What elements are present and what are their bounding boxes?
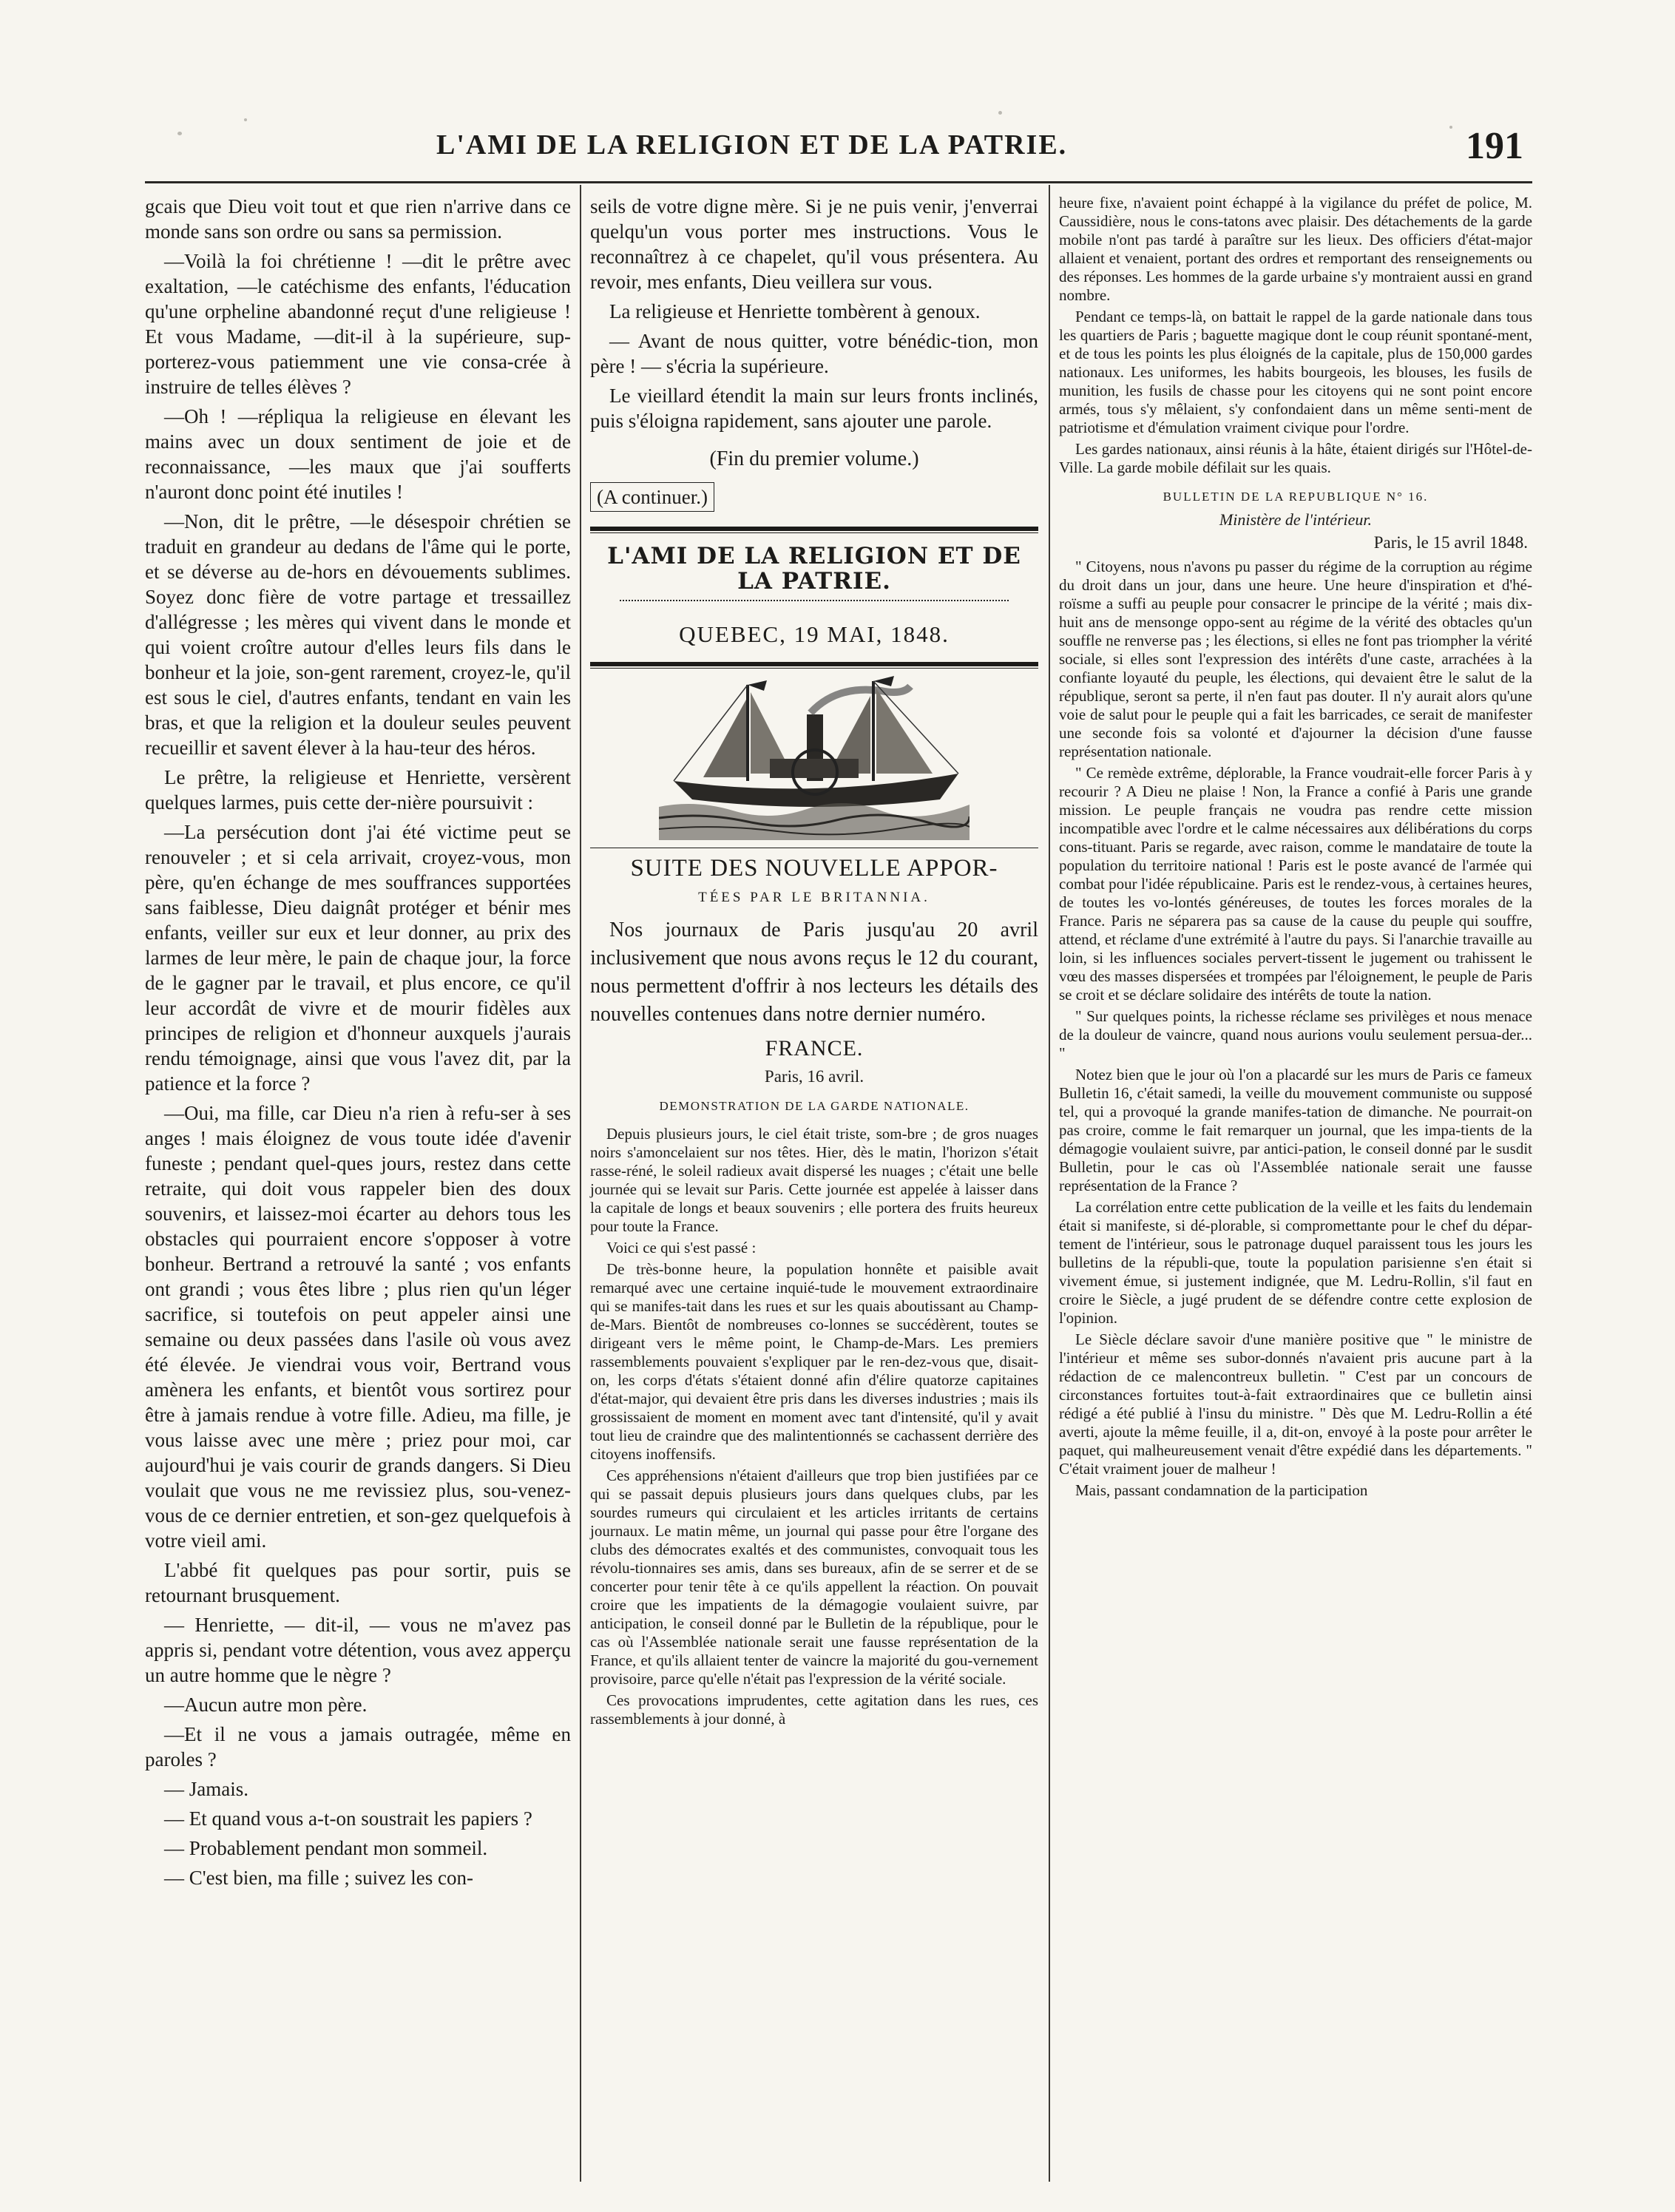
paragraph: Depuis plusieurs jours, le ciel était triste, som-bre ; de gros nuages noirs s'amoncelaient sur nos têtes. Hier, dès le matin, l'horizon s'était rasse-réné, le soleil radieux avait dispersé les nuages ; c'était une belle journée qui se levait sur Paris. Cette journée est appelée à laisser dans la capitale de longs et beaux souvenirs ; elle portera des fruits heureux pour toute la France. [590, 1125, 1038, 1235]
paragraph: gcais que Dieu voit tout et que rien n'arrive dans ce monde sans son ordre ou sans sa permission. [145, 195, 571, 243]
bulletin-date: Paris, le 15 avril 1848. [1373, 533, 1528, 552]
paragraph: L'abbé fit quelques pas pour sortir, puis se retournant brusquement. [145, 1559, 571, 1606]
paragraph: — Probablement pendant mon sommeil. [164, 1837, 488, 1859]
paragraph: —Voilà la foi chrétienne ! —dit le prêtre avec exaltation, —le catéchisme des enfants, l'éducation qu'une orpheline abandonné reçut d'une religieuse ! Et vous Madame, —dit-il à la supérieure, sup-porterez-vous patiemment une vie consa-crée à instruire de telles élèves ? [145, 250, 571, 398]
paragraph: heure fixe, n'avaient point échappé à la vigilance du préfet de police, M. Caussidière, nous le cons-tatons avec plaisir. Des détachements de la garde mobile n'ont pas tardé à paraître sur les lieux. Des officiers d'état-major allaient et venaient, portant des ordres et remportant des renseignements ou des réponses. Les hommes de la garde urbaine s'y montraient aussi en grand nombre. [1059, 194, 1532, 304]
page-header [155, 124, 1523, 176]
paragraph: Les gardes nationaux, ainsi réunis à la hâte, étaient dirigés sur l'Hôtel-de-Ville. La garde mobile défilait sur les quais. [1059, 440, 1532, 476]
paragraph: Voici ce qui s'est passé : [606, 1239, 757, 1256]
section-rule [590, 532, 1038, 533]
paragraph: —Oh ! —répliqua la religieuse en élevant les mains avec un doux sentiment de joie et de reconnaissance, —les maux que j'ai soufferts n'auront donc point été inutiles ! [145, 405, 571, 503]
print-speck [177, 132, 182, 135]
paragraph: — Henriette, — dit-il, — vous ne m'avez pas appris si, pendant votre détention, vous avez apperçu un autre homme que le nègre ? [145, 1614, 571, 1686]
steamship-illustration [659, 670, 970, 840]
header-rule [145, 181, 1532, 183]
section-rule [590, 668, 1038, 669]
paragraph: Ces provocations imprudentes, cette agitation dans les rues, ces rassemblements à jour donné, à [590, 1691, 1038, 1728]
paragraph: seils de votre digne mère. Si je ne puis venir, j'enverrai quelqu'un vous porter mes instructions. Vous le reconnaîtrez à ce chapelet, qu'il vous présentera. Au revoir, mes enfants, Dieu veillera sur vous. [590, 195, 1038, 293]
column-1 [145, 194, 571, 1895]
to-be-continued-note: (A continuer.) [590, 482, 714, 512]
ministry-line: Ministère de l'intérieur. [1219, 510, 1373, 529]
column-3 [1059, 194, 1532, 1503]
paragraph: —Aucun autre mon père. [164, 1694, 368, 1716]
paragraph: La religieuse et Henriette tombèrent à genoux. [609, 300, 981, 322]
dateline-paris: Paris, 16 avril. [764, 1067, 864, 1086]
paragraph: Le Siècle déclare savoir d'une manière positive que " le ministre de l'intérieur et même ses subor-donnés n'avaient pris aucune part à la rédaction de ce malencontreux bulletin. " C'est par un concours de circonstances fortuites tout-à-fait extraordinaires que ce bulletin ainsi rédigé a été publié à l'insu du ministre. " Dès que M. Ledru-Rollin a été averti, ajoute la même feuille, il a, dit-on, envoyé à la poste pour arrêter le paquet, qui malheureusement venait d'être expédié dans les départements. " C'était vraiment jouer de malheur ! [1059, 1330, 1532, 1478]
section-rule [590, 527, 1038, 531]
section-heading-france: FRANCE. [765, 1036, 864, 1061]
paragraph: — Avant de nous quitter, votre bénédic-tion, mon père ! — s'écria la supérieure. [590, 330, 1038, 377]
paragraph: " Sur quelques points, la richesse réclame ses privilèges et nous menace de la douleur de vaincre, quand nous aurions voulu seulement persua-der... " [1059, 1007, 1532, 1062]
paragraph: — Et quand vous a-t-on soustrait les papiers ? [164, 1807, 532, 1830]
end-of-volume-note: (Fin du premier volume.) [709, 447, 919, 470]
column-divider [580, 185, 581, 2182]
paragraph: Ces appréhensions n'étaient d'ailleurs que trop bien justifiées par ce qui se passait depuis plusieurs jours dans quelques clubs, par les sourdes rumeurs qui circulaient et les articles irritants de certains journaux. Le matin même, un journal qui passe pour être l'organe des clubs des démocrates exaltés et des communistes, convoquait tous les révolu-tionnaires ses amis, dans ses bureaux, afin de se serrer et de se concerter pour tenir tête à ce qu'ils appellent la réaction. On pouvait croire que les impatients de la démagogie voulaient suivre, par anticipation, le conseil donné par le Bulletin de la république, pour le cas où l'Assemblée nationale serait une fausse représentation de la France, et qu'ils allaient tenter de vaincre la majorité du gou-vernement provisoire, parce qu'elle n'était pas l'expression de la vérité sociale. [590, 1467, 1038, 1688]
section-rule [590, 662, 1038, 666]
paragraph: " Citoyens, nous n'avons pu passer du régime de la corruption au régime du droit dans un jour, dans une heure. Une heure d'inspiration et d'hé-roïsme a suffi au peuple pour consacrer le principe de la vérité ; mais dix-huit ans de mensonge oppo-sent au régime de la vérité des obtacles qu'un souffle ne renverse pas ; les élections, si elles ne font pas triompher la vérité sociale, si elles sont l'expression des intérêts d'une caste, arrachées à la confiante loyauté du peuple, les élections, qui devaient être le salut de la république, seront sa perte, il n'en faut pas douter. Il n'y aurait alors qu'une voie de salut pour le peuple qui a fait les barricades, ce serait de manifester une seconde fois sa volonté et d'ajourner la décision d'une fausse représentation nationale. [1059, 558, 1532, 760]
news-section-subtitle: TÉES PAR LE BRITANNIA. [698, 890, 930, 905]
print-speck [244, 118, 247, 121]
article-heading: DEMONSTRATION DE LA GARDE NATIONALE. [659, 1099, 970, 1113]
paragraph: —La persécution dont j'ai été victime peut se renouveler ; et si cela arrivait, croyez-vous, mon père, qu'en échange de mes souffrances supportées sans faiblesse, Dieu daignât protéger et bénir mes enfants, veiller sur eux et leur donner, au prix des larmes de leur mère, le pain de chaque jour, la force de le gagner par le travail, et plus encore, ce qu'il leur accordât de vivre et de mourir fidèles aux principes de religion et d'honneur auxquels j'aurais rendu témoignage, ainsi que vous l'avez dit, par la patience et la force ? [145, 821, 571, 1095]
paragraph: — Jamais. [164, 1778, 248, 1800]
print-speck [998, 111, 1002, 115]
paragraph: Pendant ce temps-là, on battait le rappel de la garde nationale dans tous les quartiers de Paris ; baguette magique dont le coup réunit spontané-ment, et de tous les points les plus éloignés de la capitale, plus de 150,000 gardes nationaux. Les uniformes, les habits bourgeois, les blouses, les fusils de munition, les fusils de chasse pour les citoyens qui ne sont point encore armés, tous s'y mêlaient, s'y confondaient dans un même senti-ment de patriotisme et d'émulation vraiment civique pour l'ordre. [1059, 308, 1532, 436]
paragraph: Mais, passant condamnation de la participation [1075, 1481, 1368, 1499]
bulletin-heading: BULLETIN DE LA REPUBLIQUE N° 16. [1163, 490, 1429, 504]
paragraph: Notez bien que le jour où l'on a placardé sur les murs de Paris ce fameux Bulletin 16, c'était samedi, la veille du mouvement communiste ou supposé tel, qui a provoqué la grande manifes-tation de dimanche. Ne pourrait-on pas croire, comme le fait remarquer un journal, que les impa-tients de la démagogie voulaient suivre, par antici-pation, le conseil donné par le susdit Bulletin, pour le cas où l'Assemblée nationale serait une fausse représentation de la France ? [1059, 1066, 1532, 1194]
paragraph: La corrélation entre cette publication de la veille et les faits du lendemain était si manifeste, si dé-plorable, si compromettante pour le chef du dépar-tement de l'intérieur, sous le patronage duquel paraissent tous les jours les bulletins de la républi-que, toute la population parisienne s'en était si vivement émue, si justement indignée, que M. Ledru-Rollin, s'il faut en croire le Siècle, a jugé prudent de se défendre contre cette explosion de l'opinion. [1059, 1198, 1532, 1327]
paragraph: Le vieillard étendit la main sur leurs fronts inclinés, puis s'éloigna rapidement, sans ajouter une parole. [590, 385, 1038, 432]
news-intro: Nos journaux de Paris jusqu'au 20 avril inclusivement que nous avons reçus le 12 du courant, nous permettent d'offrir à nos lecteurs les détails des nouvelles contenues dans notre dernier numéro. [590, 919, 1038, 1026]
ornamental-rule [620, 600, 1009, 609]
paragraph: Le prêtre, la religieuse et Henriette, versèrent quelques larmes, puis cette der-nière poursuivit : [145, 766, 571, 814]
running-masthead: L'AMI DE LA RELIGION ET DE LA PATRIE. [436, 129, 1068, 160]
article-body [590, 1125, 1038, 1728]
print-speck [1449, 126, 1452, 129]
page-number: 191 [1466, 125, 1523, 167]
newspaper-title: L'AMI DE LA RELIGION ET DE LA PATRIE. [607, 543, 1021, 595]
dateline: QUEBEC, 19 MAI, 1848. [679, 621, 950, 647]
paragraph: — C'est bien, ma fille ; suivez les con- [164, 1867, 474, 1889]
news-section-title: SUITE DES NOUVELLE APPOR- [630, 855, 998, 882]
paragraph: —Et il ne vous a jamais outragée, même en paroles ? [145, 1723, 571, 1770]
column-2 [590, 194, 1038, 1731]
paragraph: —Oui, ma fille, car Dieu n'a rien à refu-ser à ses anges ! mais éloignez de vous toute idée d'avenir funeste ; pendant quel-ques jours, restez dans cette retraite, qui doit vous rappeler bien des doux souvenirs, et laissez-moi écarter au dehors tous les obstacles qui pourraient encore s'opposer à votre bonheur. Bertrand a retrouvé la santé ; vos enfants ont grandi ; vous êtes libre ; plus rien qu'un léger sacrifice, si toutefois on peut appeler ainsi une semaine ou deux passées dans l'asile où vous avez été élevée. Je viendrai vous voir, Bertrand vous amènera les enfants, et bientôt vous sortirez pour être à jamais rendue à votre fille. Adieu, ma fille, je vous laisse avec une mère ; priez pour moi, car aujourd'hui je vais courir de grands dangers. Si Dieu voulait que vous ne me revissiez plus, sou-venez-vous de ce dernier entretien, et son-gez quelquefois à votre vieil ami. [145, 1102, 571, 1552]
paragraph: " Ce remède extrême, déplorable, la France voudrait-elle forcer Paris à y recourir ? A Dieu ne plaise ! Non, la France a confié à Paris une grande mission. Le peuple français ne voudra pas rendre cette mission incompatible avec l'ordre et le calme nécessaires aux délibérations du corps cons-tituant. Paris se regarde, avec raison, comme le mandataire de toute la population du territoire national ! Paris est le poste avancé de l'armée qui combat pour l'idée républicaine. Paris est le rendez-vous, à certaines heures, de toutes les vo-lontés généreuses, de toutes les forces morales de la France. Paris ne séparera pas sa cause de la cause du peuple qui souffre, attend, et réclame d'une extrémité à l'autre du pays. Si l'anarchie travaille au loin, si les influences sociales pervert-tissent le jugement ou trahissent le vœu des masses dispersées et trompées par l'éloignement, le peuple de Paris se croit et se déclare solidaire des intérêts de toute la nation. [1059, 764, 1532, 1004]
paragraph: —Non, dit le prêtre, —le désespoir chrétien se traduit en grandeur au dedans de l'âme qui le porte, et se déverse au de-hors en dévouements sublimes. Soyez donc fière de votre partage et tressaillez d'allégresse ; les mères qui vivent dans le monde et qui voient croître autour d'elles leurs fils dans le bonheur et la joie, son-gent rarement, croyez-le, qu'il est sous le ciel, d'autres enfants, tendant en vain les bras, et que la religion et la douleur seules peuvent recueillir et savent élever à la hau-teur des héros. [145, 510, 571, 759]
column-divider [1049, 185, 1050, 2182]
paragraph: De très-bonne heure, la population honnête et paisible avait remarqué avec une certaine inquié-tude le mouvement extraordinaire qui se manifes-tait dans les rues et sur les quais aboutissant au Champ-de-Mars. Bientôt de nombreuses co-lonnes se succédèrent, toutes se dirigeant vers le même point, le Champ-de-Mars. Les premiers rassemblements pouvaient s'expliquer par le ren-dez-vous que, disait-on, les corps d'états s'étaient donné afin d'élire quatorze capitaines d'état-major, qui devaient être pris dans les diverses industries ; mais ils grossissaient de moment en moment avec tant d'intensité, qu'il y avait tout lieu de craindre que des malintentionnés se cachassent derrière des citoyens inoffensifs. [590, 1260, 1038, 1463]
